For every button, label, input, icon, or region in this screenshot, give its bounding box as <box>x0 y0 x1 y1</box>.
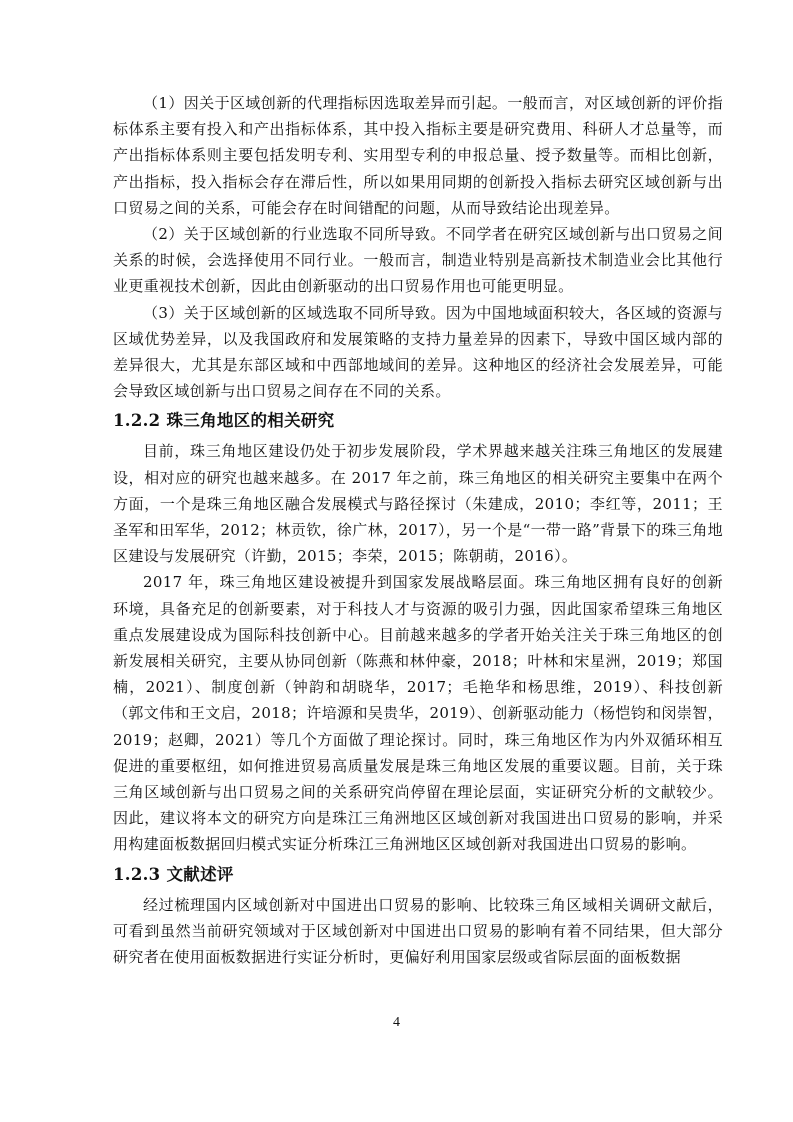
paragraph-2: （2）关于区域创新的行业选取不同所导致。不同学者在研究区域创新与出口贸易之间关系的时候，会选择使用不同行业。一般而言，制造业特别是高新技术制造业会比其他行业更重视技术创新，因此由创新驱动的出口贸易作用也可能更明显。 <box>113 225 723 296</box>
page-content <box>113 90 723 970</box>
page-number: 4 <box>393 1015 400 1030</box>
section-heading-1-2-2: 1.2.2 珠三角地区的相关研究 <box>113 411 335 431</box>
paragraph-6: 经过梳理国内区域创新对中国进出口贸易的影响、比较珠三角区域相关调研文献后，可看到虽然当前研究领域对于区域创新对中国进出口贸易的影响有着不同结果，但大部分研究者在使用面板数据进行实证分析时，更偏好利用国家层级或省际层面的面板数据 <box>113 895 723 967</box>
paragraph-1: （1）因关于区域创新的代理指标因选取差异而引起。一般而言，对区域创新的评价指标体系主要有投入和产出指标体系，其中投入指标主要是研究费用、科研人才总量等，而产出指标体系则主要包括发明专利、实用型专利的申报总量、授予数量等。而相比创新，产出指标，投入指标会存在滞后性，所以如果用同期的创新投入指标去研究区域创新与出口贸易之间的关系，可能会存在时间错配的问题，从而导致结论出现差异。 <box>113 94 723 217</box>
paragraph-5: 2017 年，珠三角地区建设被提升到国家发展战略层面。珠三角地区拥有良好的创新环境，具备充足的创新要素，对于科技人才与资源的吸引力强，因此国家希望珠三角地区重点发展建设成为国际科技创新中心。目前越来越多的学者开始关注关于珠三角地区的创新发展相关研究，主要从协同创新（陈燕和林仲豪，2018；叶林和宋星洲，2019；郑国楠，2021）、制度创新（钟韵和胡晓华，2017；毛艳华和杨思维，2019）、科技创新（郭文伟和王文启，2018；许培源和吴贵华，2019）、创新驱动能力（杨恺钧和闵崇智，2019；赵卿，2021）等几个方面做了理论探讨。同时，珠三角地区作为内外双循环相互促进的重要枢纽，如何推进贸易高质量发展是珠三角地区发展的重要议题。目前，关于珠三角区域创新与出口贸易之间的关系研究尚停留在理论层面，实证研究分析的文献较少。因此，建议将本文的研究方向是珠江三角洲地区区域创新对我国进出口贸易的影响，并采用构建面板数据回归模式实证分析珠江三角洲地区区域创新对我国进出口贸易的影响。 <box>113 573 723 854</box>
section-heading-1-2-3: 1.2.3 文献述评 <box>113 864 234 884</box>
paragraph-4: 目前，珠三角地区建设仍处于初步发展阶段，学术界越来越关注珠三角地区的发展建设，相对应的研究也越来越多。在 2017 年之前，珠三角地区的相关研究主要集中在两个方面，一个是珠三角地区融合发展模式与路径探讨（朱建成，2010；李红等，2011；王圣军和田军华，2012；林贡钦，徐广林，2017），另一个是“一带一路”背景下的珠三角地区建设与发展研究（许勤，2015；李荣，2015；陈朝萌，2016）。 <box>113 442 723 566</box>
paragraph-3: （3）关于区域创新的区域选取不同所导致。因为中国地域面积较大，各区域的资源与区域优势差异，以及我国政府和发展策略的支持力量差异的因素下，导致中国区域内部的差异很大，尤其是东部区域和中西部地域间的差异。这种地区的经济社会发展差异，可能会导致区域创新与出口贸易之间存在不同的关系。 <box>113 303 723 401</box>
